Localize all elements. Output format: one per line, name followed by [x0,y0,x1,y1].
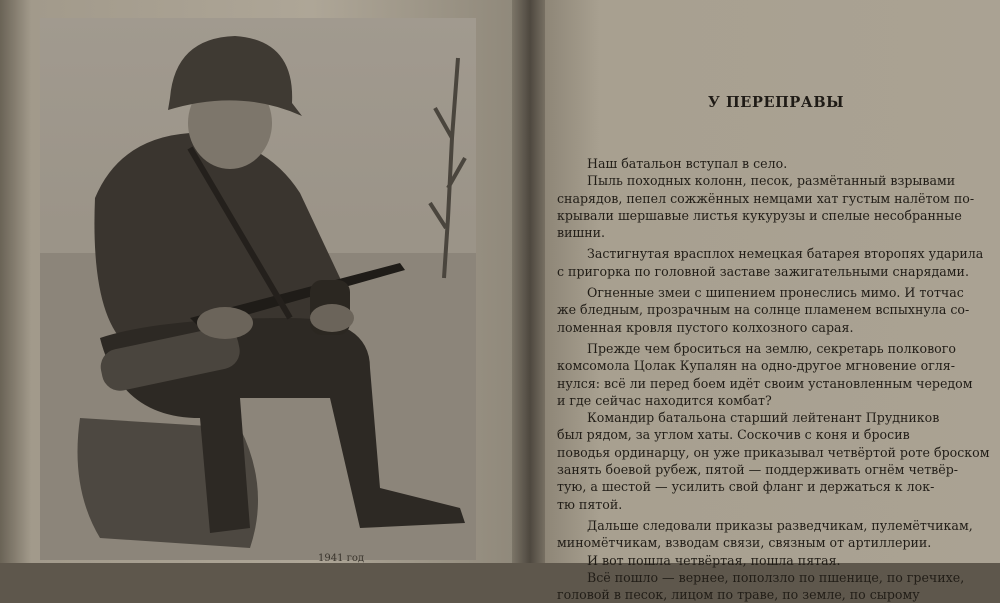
text-line: же бледным, прозрачным на солнце пламенем вспыхнула со- [557,302,970,318]
hand-right [310,304,354,332]
text-line: Огненные змеи с шипением пронеслись мимо. И тотчас [587,285,964,301]
text-line: И вот пошла четвёртая, пошла пятая. [587,552,841,568]
photo-caption: 1941 год [318,553,365,564]
text-line: ломенная кровля пустого колхозного сарая. [557,319,854,335]
soldier-photograph [40,18,476,560]
text-line: занять боевой рубеж, пятой — поддерживать огнём четвёр- [557,462,959,478]
text-line: тую, а шестой — усилить свой фланг и держаться к лок- [557,479,935,495]
text-line: снарядов, пепел сожжённых немцами хат густым налётом по- [557,190,975,206]
text-line: Застигнутая врасплох немецкая батарея второпях ударила [587,246,984,262]
text-line: вишни. [557,225,605,241]
text-line: Пыль походных колонн, песок, размётанный взрывами [587,173,956,189]
text-line: нулся: всё ли перед боем идёт своим установленным чередом [557,375,973,391]
chapter-text [557,155,997,603]
text-line: Дальше следовали приказы разведчикам, пулемётчикам, [587,517,973,533]
text-line: Наш батальон вступал в село. [587,156,788,171]
text-line: с пригорка по головной заставе зажигательными снарядами. [557,263,969,279]
text-line: был рядом, за углом хаты. Соскочив с коня и бросив [557,427,910,443]
chapter-title: У ПЕРЕПРАВЫ [708,94,845,111]
text-line: миномётчикам, взводам связи, связным от артиллерии. [557,535,932,551]
text-line: Командир батальона старший лейтенант Прудников [587,410,940,426]
text-line: головой в песок, лицом по траве, по земле, по сырому [557,587,920,603]
text-line: и где сейчас находится комбат? [557,392,772,408]
text-line: тю пятой. [557,496,623,512]
text-line: крывали шершавые листья кукурузы и спелые несобранные [557,207,962,223]
hand-left [197,307,253,339]
soldier-photo-image [40,18,476,560]
text-line: комсомола Цолак Купалян на одно-другое мгновение огля- [557,358,955,374]
text-line: Всё пошло — вернее, поползло по пшенице, по гречихе, [587,569,965,585]
text-line: Прежде чем броситься на землю, секретарь полкового [587,340,956,356]
text-line: поводья ординарцу, он уже приказывал четвёртой роте броском [557,444,990,460]
